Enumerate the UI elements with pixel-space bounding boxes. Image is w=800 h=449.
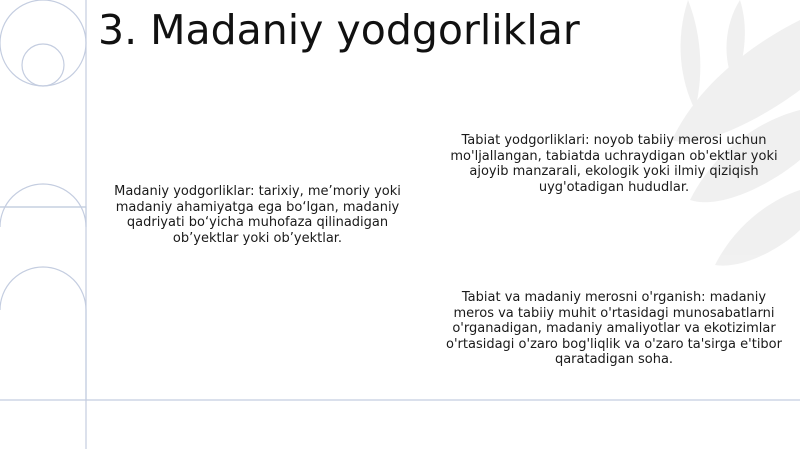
left-text-block: Madaniy yodgorliklar: tarixiy, me’moriy yoki madaniy ahamiyatga ega bo‘lgan, madaniy qadriyati bo‘yicha muhofaza qilinadigan ob’yektlar yoki ob’yektlar. bbox=[114, 184, 401, 246]
right-top-text-block: Tabiat yodgorliklari: noyob tabiiy merosi uchun mo'ljallangan, tabiatda uchraydigan ob'ektlar yoki ajoyib manzarali, ekologik yoki ilmiy qiziqish uyg'otadigan hududlar. bbox=[450, 133, 778, 195]
right-bottom-text-block: Tabiat va madaniy merosni o'rganish: madaniy meros va tabiiy muhit o'rtasidagi munosabatlarni o'rganadigan, madaniy amaliyotlar va ekotizimlar o'rtasidagi o'zaro bog'liqlik va o'zaro ta'sirga e'tibor qaratadigan soha. bbox=[446, 290, 782, 367]
slide-title: 3. Madaniy yodgorliklar bbox=[98, 6, 580, 54]
